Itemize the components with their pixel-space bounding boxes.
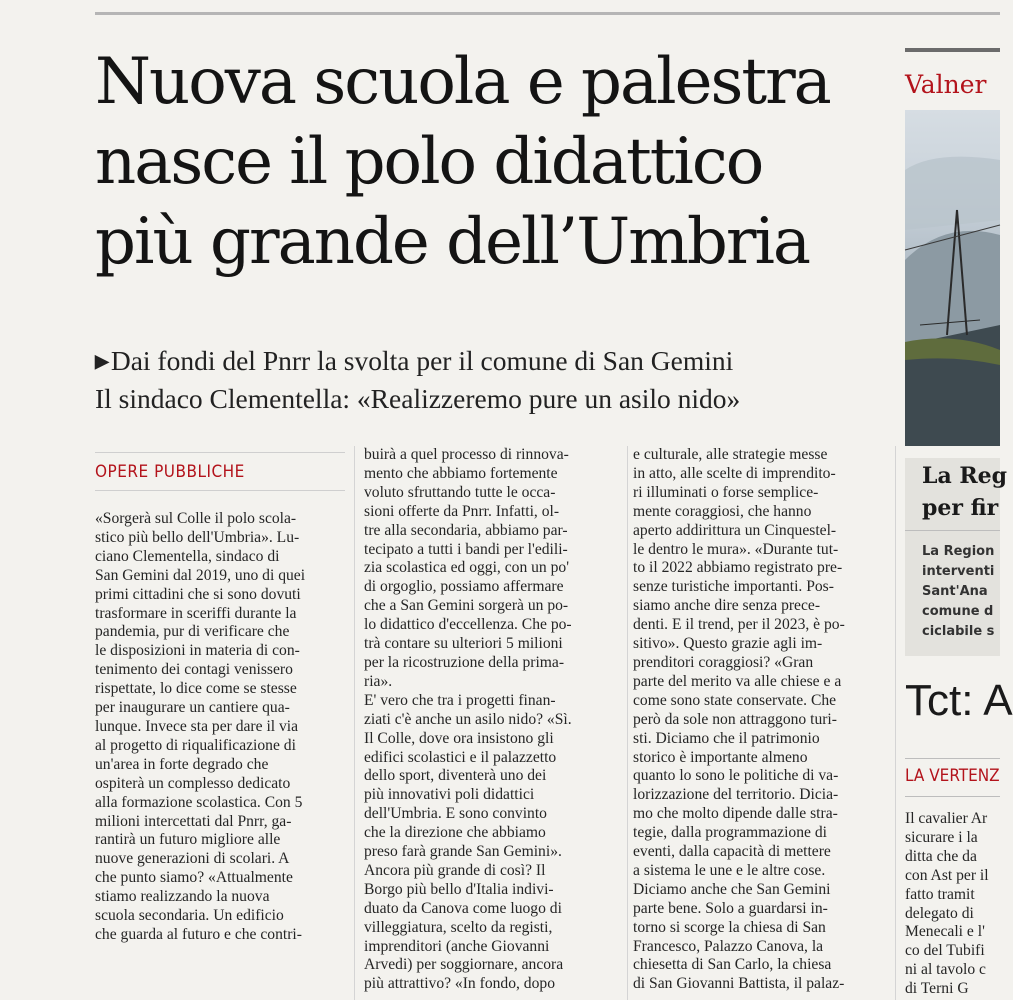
- article-line: milioni intercettati dal Pnrr, ga-: [95, 812, 292, 830]
- sidebar-summary-line: ciclabile s: [922, 624, 995, 639]
- article-line: E' vero che tra i progetti finan-: [364, 691, 556, 709]
- article-column-3: [633, 446, 885, 994]
- article-line: ospiterà un complesso dedicato: [95, 774, 291, 792]
- landscape-photo-icon: [905, 110, 1000, 446]
- section-rule: [95, 490, 345, 491]
- article-line: trasformare in sceriffi durante la: [95, 604, 297, 622]
- article-line: torno si scorge la chiesa di San: [633, 918, 826, 936]
- sidebar-photo: [905, 110, 1000, 446]
- sidebar-kicker-2: LA VERTENZ: [905, 766, 1000, 786]
- arrow-icon: ▶: [95, 351, 109, 371]
- article-line: mo che molto dipende dalle stra-: [633, 805, 838, 823]
- article-line: sti. Diciamo che il patrimonio: [633, 729, 820, 747]
- article-line: Borgo più bello d'Italia indivi-: [364, 880, 554, 898]
- sidebar-body-line: ni al tavolo c: [905, 961, 986, 979]
- article-line: tre alla secondaria, abbiamo par-: [364, 521, 568, 539]
- article-line: storico è importante almeno: [633, 748, 808, 766]
- article-line: mento che abbiamo fortemente: [364, 464, 558, 482]
- section-label: OPERE PUBBLICHE: [95, 462, 245, 482]
- sidebar-bar: [905, 48, 1000, 52]
- article-line: di San Giovanni Battista, il palaz-: [633, 975, 845, 993]
- sidebar-body-line: di Terni G: [905, 980, 969, 998]
- article-line: dell'Umbria. E sono convinto: [364, 805, 547, 823]
- article-line: prenditori coraggiosi? «Gran: [633, 653, 814, 671]
- article-line: nuove generazioni di scolari. A: [95, 850, 290, 868]
- sidebar-body: [905, 810, 1000, 999]
- sidebar-body-line: fatto tramit: [905, 885, 975, 903]
- article-line: alla formazione scolastica. Con 5: [95, 793, 303, 811]
- subheadline-text: Dai fondi del Pnrr la svolta per il comune di San Gemini: [110, 345, 734, 376]
- article-line: quanto lo sono le politiche di va-: [633, 767, 839, 785]
- sidebar-summary: [922, 542, 1000, 642]
- article-line: scuola secondaria. Un edificio: [95, 907, 284, 925]
- article-line: tenimento dei contagi venissero: [95, 661, 293, 679]
- sidebar-title: [922, 460, 1008, 524]
- article-line: Francesco, Palazzo Canova, la: [633, 937, 824, 955]
- article-line: ri illuminati o forse semplice-: [633, 483, 819, 501]
- sidebar-rule: [905, 758, 1000, 759]
- article-line: che la direzione che abbiamo: [364, 824, 546, 842]
- article-line: ria».: [364, 672, 393, 690]
- article-line: le dentro le mura». «Durante tut-: [633, 540, 839, 558]
- article-line: un'area in forte degrado che: [95, 755, 269, 773]
- article-line: di orgoglio, possiamo affermare: [364, 578, 564, 596]
- sidebar-rule: [905, 530, 1000, 531]
- section-rule: [95, 452, 345, 453]
- sidebar-title-line: La Reg: [922, 463, 1008, 489]
- sidebar-summary-line: comune d: [922, 604, 994, 619]
- article-line: chiesetta di San Carlo, la chiesa: [633, 956, 832, 974]
- article-column-2: [364, 446, 622, 994]
- article-line: per inaugurare un cantiere qua-: [95, 699, 290, 717]
- sidebar-summary-line: La Region: [922, 544, 995, 559]
- article-line: Arvedi) per soggiornare, ancora: [364, 956, 564, 974]
- article-line: trà contare su ulteriori 5 milioni: [364, 635, 563, 653]
- article-line: le disposizioni in materia di con-: [95, 642, 300, 660]
- sidebar-body-line: delegato di: [905, 904, 974, 922]
- sidebar-body-line: con Ast per il: [905, 866, 989, 884]
- sidebar-summary-line: interventi: [922, 564, 995, 579]
- sidebar-title-line: per fir: [922, 495, 999, 521]
- article-line: edifici scolastici e il palazzetto: [364, 748, 557, 766]
- headline-line: Nuova scuola e palestra: [95, 45, 830, 119]
- article-line: Ancora più grande di così? Il: [364, 861, 546, 879]
- top-rule: [95, 12, 1000, 15]
- article-line: però da sole non attraggono turi-: [633, 710, 837, 728]
- article-line: eventi, dalla capacità di mettere: [633, 843, 831, 861]
- article-line: più attrattivo? «In fondo, dopo: [364, 975, 555, 993]
- article-line: villeggiatura, scelto da registi,: [364, 918, 553, 936]
- article-line: dello sport, diventerà uno dei: [364, 767, 547, 785]
- article-line: come sono state conservate. Che: [633, 691, 837, 709]
- article-line: in atto, alle scelte di imprendito-: [633, 464, 836, 482]
- article-line: stiamo realizzando la nuova: [95, 888, 270, 906]
- article-line: rantirà un futuro migliore alle: [95, 831, 281, 849]
- article-line: ciano Clementella, sindaco di: [95, 547, 280, 565]
- article-line: tecipato a tutti i bandi per l'edili-: [364, 540, 568, 558]
- article-line: preso farà grande San Gemini».: [364, 843, 562, 861]
- article-line: senze turistiche importanti. Pos-: [633, 578, 834, 596]
- sidebar-body-line: sicurare i la: [905, 828, 978, 846]
- article-column-1: [95, 510, 347, 945]
- article-line: imprenditori (anche Giovanni: [364, 937, 550, 955]
- article-line: lo didattico d'eccellenza. Che po-: [364, 616, 572, 634]
- article-line: rispettate, lo dice come se stesse: [95, 680, 297, 698]
- sidebar-summary-line: Sant'Ana: [922, 584, 988, 599]
- article-line: Il Colle, dove ora insistono gli: [364, 729, 554, 747]
- headline: [95, 42, 895, 282]
- sidebar-headline-2: Tct: A: [905, 676, 1013, 725]
- sidebar-body-line: ditta che da: [905, 847, 977, 865]
- subheadline: [95, 342, 895, 417]
- article-line: per la ricostruzione della prima-: [364, 653, 565, 671]
- article-line: San Gemini dal 2019, uno di quei: [95, 566, 306, 584]
- article-line: mente coraggiosi, che hanno: [633, 502, 812, 520]
- sidebar-body-line: Menecali e l': [905, 923, 985, 941]
- column-divider: [627, 446, 628, 1000]
- article-line: che a San Gemini sorgerà un po-: [364, 597, 569, 615]
- article-line: al progetto di riqualificazione di: [95, 736, 296, 754]
- article-line: siamo anche dire senza prece-: [633, 597, 821, 615]
- sidebar-rule: [905, 796, 1000, 797]
- article-line: tegie, dalla programmazione di: [633, 824, 827, 842]
- column-divider: [895, 446, 896, 1000]
- article-line: sitivo». Questo grazie agli im-: [633, 635, 823, 653]
- article-line: denti. E il trend, per il 2023, è po-: [633, 616, 845, 634]
- article-line: primi cittadini che si sono dovuti: [95, 585, 301, 603]
- article-line: lorizzazione del territorio. Dicia-: [633, 786, 839, 804]
- subheadline-line: [95, 342, 895, 380]
- article-line: ziati c'è anche un asilo nido? «Sì.: [364, 710, 572, 728]
- article-line: zia scolastica ed oggi, con un po': [364, 559, 570, 577]
- article-line: parte del merito va alle chiese e a: [633, 672, 842, 690]
- article-line: voluto sfruttando tutte le occa-: [364, 483, 556, 501]
- article-line: sioni offerte da Pnrr. Infatti, ol-: [364, 502, 560, 520]
- column-divider: [354, 446, 355, 1000]
- article-line: lunque. Invece sta per dare il via: [95, 717, 299, 735]
- article-line: e culturale, alle strategie messe: [633, 446, 828, 463]
- article-line: che punto siamo? «Attualmente: [95, 869, 293, 887]
- article-line: più innovativi poli didattici: [364, 786, 535, 804]
- sidebar-kicker: Valner: [905, 70, 987, 99]
- article-line: aperto addirittura un Cinquestel-: [633, 521, 837, 539]
- article-line: Diciamo anche che San Gemini: [633, 880, 831, 898]
- article-line: buirà a quel processo di rinnova-: [364, 446, 569, 463]
- sidebar-body-line: Il cavalier Ar: [905, 810, 988, 827]
- headline-line: nasce il polo didattico: [95, 125, 763, 199]
- article-line: duato da Canova come luogo di: [364, 899, 562, 917]
- article-line: a sistema le une e le altre cose.: [633, 861, 826, 879]
- article-line: stico più bello dell'Umbria». Lu-: [95, 528, 300, 546]
- article-line: parte bene. Solo a guardarsi in-: [633, 899, 828, 917]
- article-line: che guarda al futuro e che contri-: [95, 925, 302, 943]
- headline-line: più grande dell’Umbria: [95, 205, 810, 279]
- article-line: «Sorgerà sul Colle il polo scola-: [95, 510, 297, 527]
- article-line: to il 2022 abbiamo registrato pre-: [633, 559, 843, 577]
- article-line: pandemia, pur di verificare che: [95, 623, 290, 641]
- sidebar-body-line: co del Tubifi: [905, 942, 985, 960]
- subheadline-line: Il sindaco Clementella: «Realizzeremo pure un asilo nido»: [95, 383, 741, 414]
